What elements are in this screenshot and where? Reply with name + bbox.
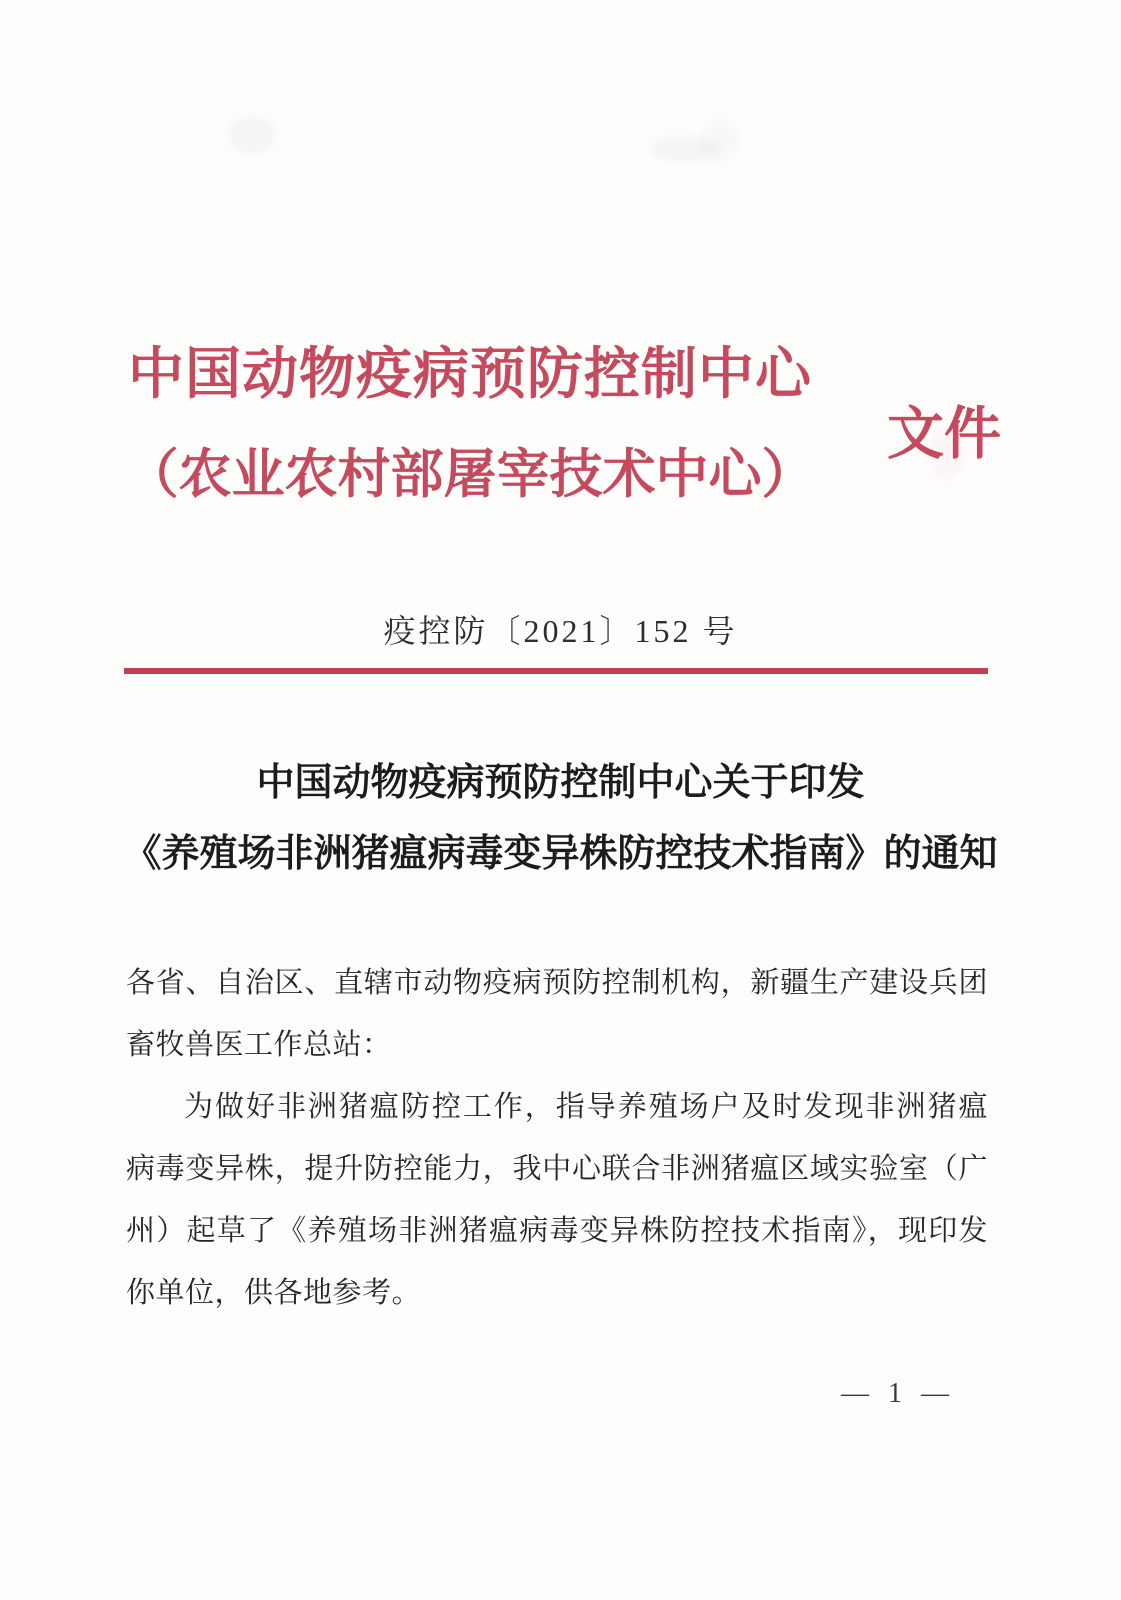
paragraph-line: 州）起草了《养殖场非洲猪瘟病毒变异株防控技术指南》，现印发 bbox=[126, 1215, 988, 1247]
document-body bbox=[126, 952, 988, 1324]
document-title bbox=[60, 748, 1061, 890]
paragraph-line: 为做好非洲猪瘟防控工作，指导养殖场户及时发现非洲猪瘟 bbox=[184, 1091, 988, 1123]
paragraph-line: 病毒变异株，提升防控能力，我中心联合非洲猪瘟区域实验室（广 bbox=[126, 1153, 988, 1185]
letterhead-divider-rule bbox=[124, 668, 988, 674]
letterhead bbox=[120, 340, 1001, 508]
reference-number: 疫控防〔2021〕152 号 bbox=[383, 613, 738, 649]
salutation-line: 畜牧兽医工作总站： bbox=[126, 1029, 392, 1061]
document-type-label: 文件 bbox=[887, 403, 1001, 466]
issuing-org-name bbox=[120, 340, 820, 508]
paragraph-line: 你单位，供各地参考。 bbox=[126, 1277, 422, 1309]
scan-smudge bbox=[228, 116, 276, 154]
org-name-line1: 中国动物疫病预防控制中心 bbox=[128, 344, 812, 406]
title-line1: 中国动物疫病预防控制中心关于印发 bbox=[256, 762, 865, 804]
title-line2: 《养殖场非洲猪瘟病毒变异株防控技术指南》的通知 bbox=[123, 833, 998, 875]
scan-smudge bbox=[700, 118, 740, 162]
org-name-line2: （农业农村部屠宰技术中心） bbox=[125, 446, 815, 504]
salutation-line: 各省、自治区、直辖市动物疫病预防控制机构，新疆生产建设兵团 bbox=[126, 967, 988, 999]
page-number: — 1 — bbox=[841, 1378, 955, 1409]
